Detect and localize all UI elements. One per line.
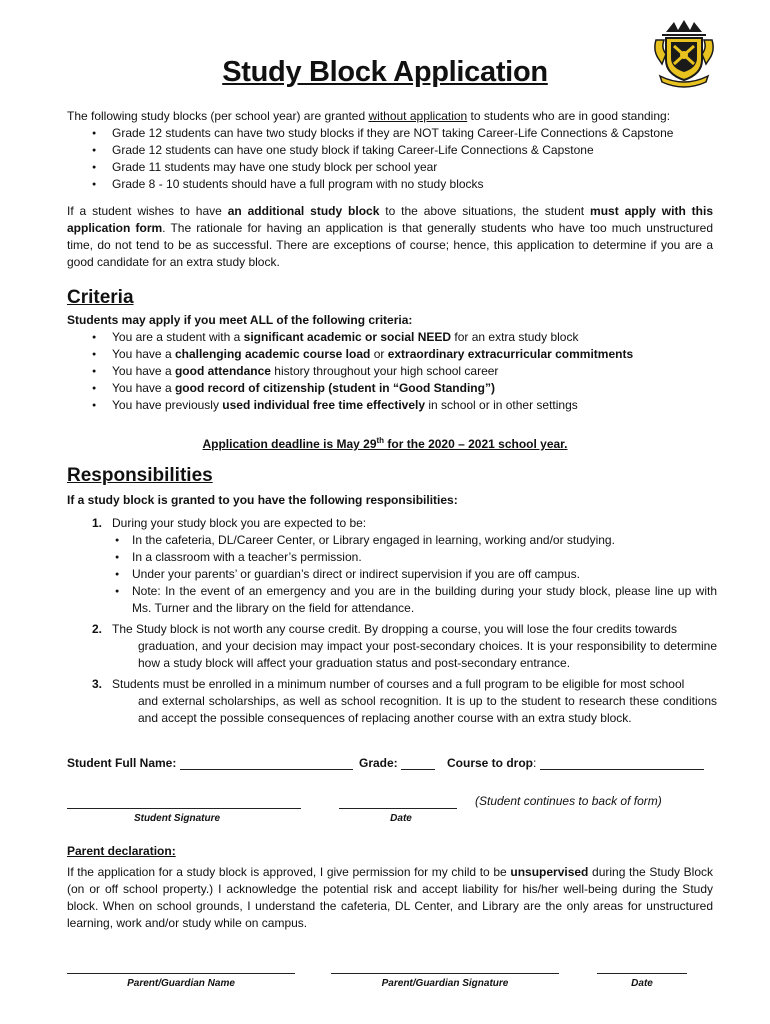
application-deadline: Application deadline is May 29th for the 2020 – 2021 school year. xyxy=(202,436,568,451)
parent-signature-line[interactable] xyxy=(331,973,559,974)
continue-note: (Student continues to back of form) xyxy=(475,794,662,808)
responsibilities-list xyxy=(67,515,717,727)
criteria-section xyxy=(67,312,717,414)
course-to-drop-field[interactable]: Course to drop: xyxy=(447,756,704,770)
list-item: ● You have a good record of citizenship (student in “Good Standing”) xyxy=(67,380,717,397)
intro-sentence: The following study blocks (per school year) are granted without application to students who are in good standing: xyxy=(67,109,671,123)
list-item: ● You are a student with a significant academic or social NEED for an extra study block xyxy=(67,329,717,346)
student-name-field[interactable]: Student Full Name: xyxy=(67,756,353,770)
list-item: 1. During your study block you are expected to be: ● In the cafeteria, DL/Career Center, or Library engaged in learning, working and/or studying. ● In a classroom with a teacher’s permission. ● Under your parents’ or guardian’s direct or indirect supervision if you are off campus. ● Note: In the event of an emergency and you are in the building during your study block, please line up with Ms. Turner and the library on the field for attendance. xyxy=(67,515,717,617)
parent-signature-caption: Parent/Guardian Signature xyxy=(381,978,509,989)
parent-date-caption: Date xyxy=(631,978,653,989)
list-item: ● You have previously used individual free time effectively in school or in other settings xyxy=(67,397,717,414)
list-item: ● Grade 8 - 10 students should have a full program with no study blocks xyxy=(67,176,717,193)
criteria-heading: Criteria xyxy=(67,287,134,308)
parent-declaration-heading: Parent declaration: xyxy=(67,844,176,858)
list-item: 3. Students must be enrolled in a minimum number of courses and a full program to be eligible for most school and external scholarships, as well as school recognition. It is up to the student to research these conditions and accept the possible consequences of replacing another course with an extra study block. xyxy=(92,677,717,725)
parent-declaration-text: If the application for a study block is approved, I give permission for my child to be unsupervised during the Study Block (on or off school property.) I acknowledge the potential risk and accept liability for his/her well-being during the Study block. When on school grounds, I understand the cafeteria, DL Center, and Library are the only areas for unstructured learning, work and/or study while on campus. xyxy=(67,865,714,930)
list-item: ● In the cafeteria, DL/Career Center, or Library engaged in learning, working and/or studying. xyxy=(112,532,717,549)
list-item: ● Grade 11 students may have one study block per school year xyxy=(67,159,717,176)
intro-list xyxy=(67,125,717,193)
criteria-list xyxy=(67,329,717,414)
sub-list xyxy=(112,532,717,617)
list-item: ● Grade 12 students can have two study blocks if they are NOT taking Career-Life Connections & Capstone xyxy=(67,125,717,142)
intro-section xyxy=(67,108,717,193)
parent-date-line[interactable] xyxy=(597,973,687,974)
responsibilities-heading: Responsibilities xyxy=(67,465,213,486)
responsibilities-lead: If a study block is granted to you have the following responsibilities: xyxy=(67,493,458,507)
student-signature-caption: Student Signature xyxy=(133,813,221,824)
page-title: Study Block Application xyxy=(222,56,548,88)
rationale-paragraph: If a student wishes to have an additional study block to the above situations, the student must apply with this application form. The rationale for having an application is that generally students who have too much unstructured time, do not tend to be as successful. There are exceptions of course; hence, this application to determine if you are a good candidate for an extra study block. xyxy=(67,204,714,269)
list-item: ● You have a challenging academic course load or extraordinary extracurricular commitments xyxy=(67,346,717,363)
list-item: ● Note: In the event of an emergency and you are in the building during your study block, please line up with Ms. Turner and the library on the field for attendance. xyxy=(112,583,717,617)
list-item: ● Grade 12 students can have one study block if taking Career-Life Connections & Capstone xyxy=(67,142,717,159)
grade-field[interactable]: Grade: xyxy=(359,756,435,770)
criteria-lead: Students may apply if you meet ALL of the following criteria: xyxy=(67,313,413,327)
list-item: ● In a classroom with a teacher’s permission. xyxy=(112,549,717,566)
student-date-caption: Date xyxy=(390,813,412,824)
parent-name-line[interactable] xyxy=(67,973,295,974)
responsibilities-section xyxy=(67,492,717,729)
student-signature-line[interactable] xyxy=(67,808,301,809)
list-item: ● Under your parents’ or guardian’s direct or indirect supervision if you are off campus. xyxy=(112,566,717,583)
list-item: ● You have a good attendance history throughout your high school career xyxy=(67,363,717,380)
parent-name-caption: Parent/Guardian Name xyxy=(127,978,235,989)
list-item: 2. The Study block is not worth any course credit. By dropping a course, you will lose the four credits towards graduation, and your decision may impact your post-secondary choices. It is your responsibility to determine how a study block will affect your graduation status and post-secondary entrance. xyxy=(92,622,717,670)
student-date-line[interactable] xyxy=(339,808,457,809)
